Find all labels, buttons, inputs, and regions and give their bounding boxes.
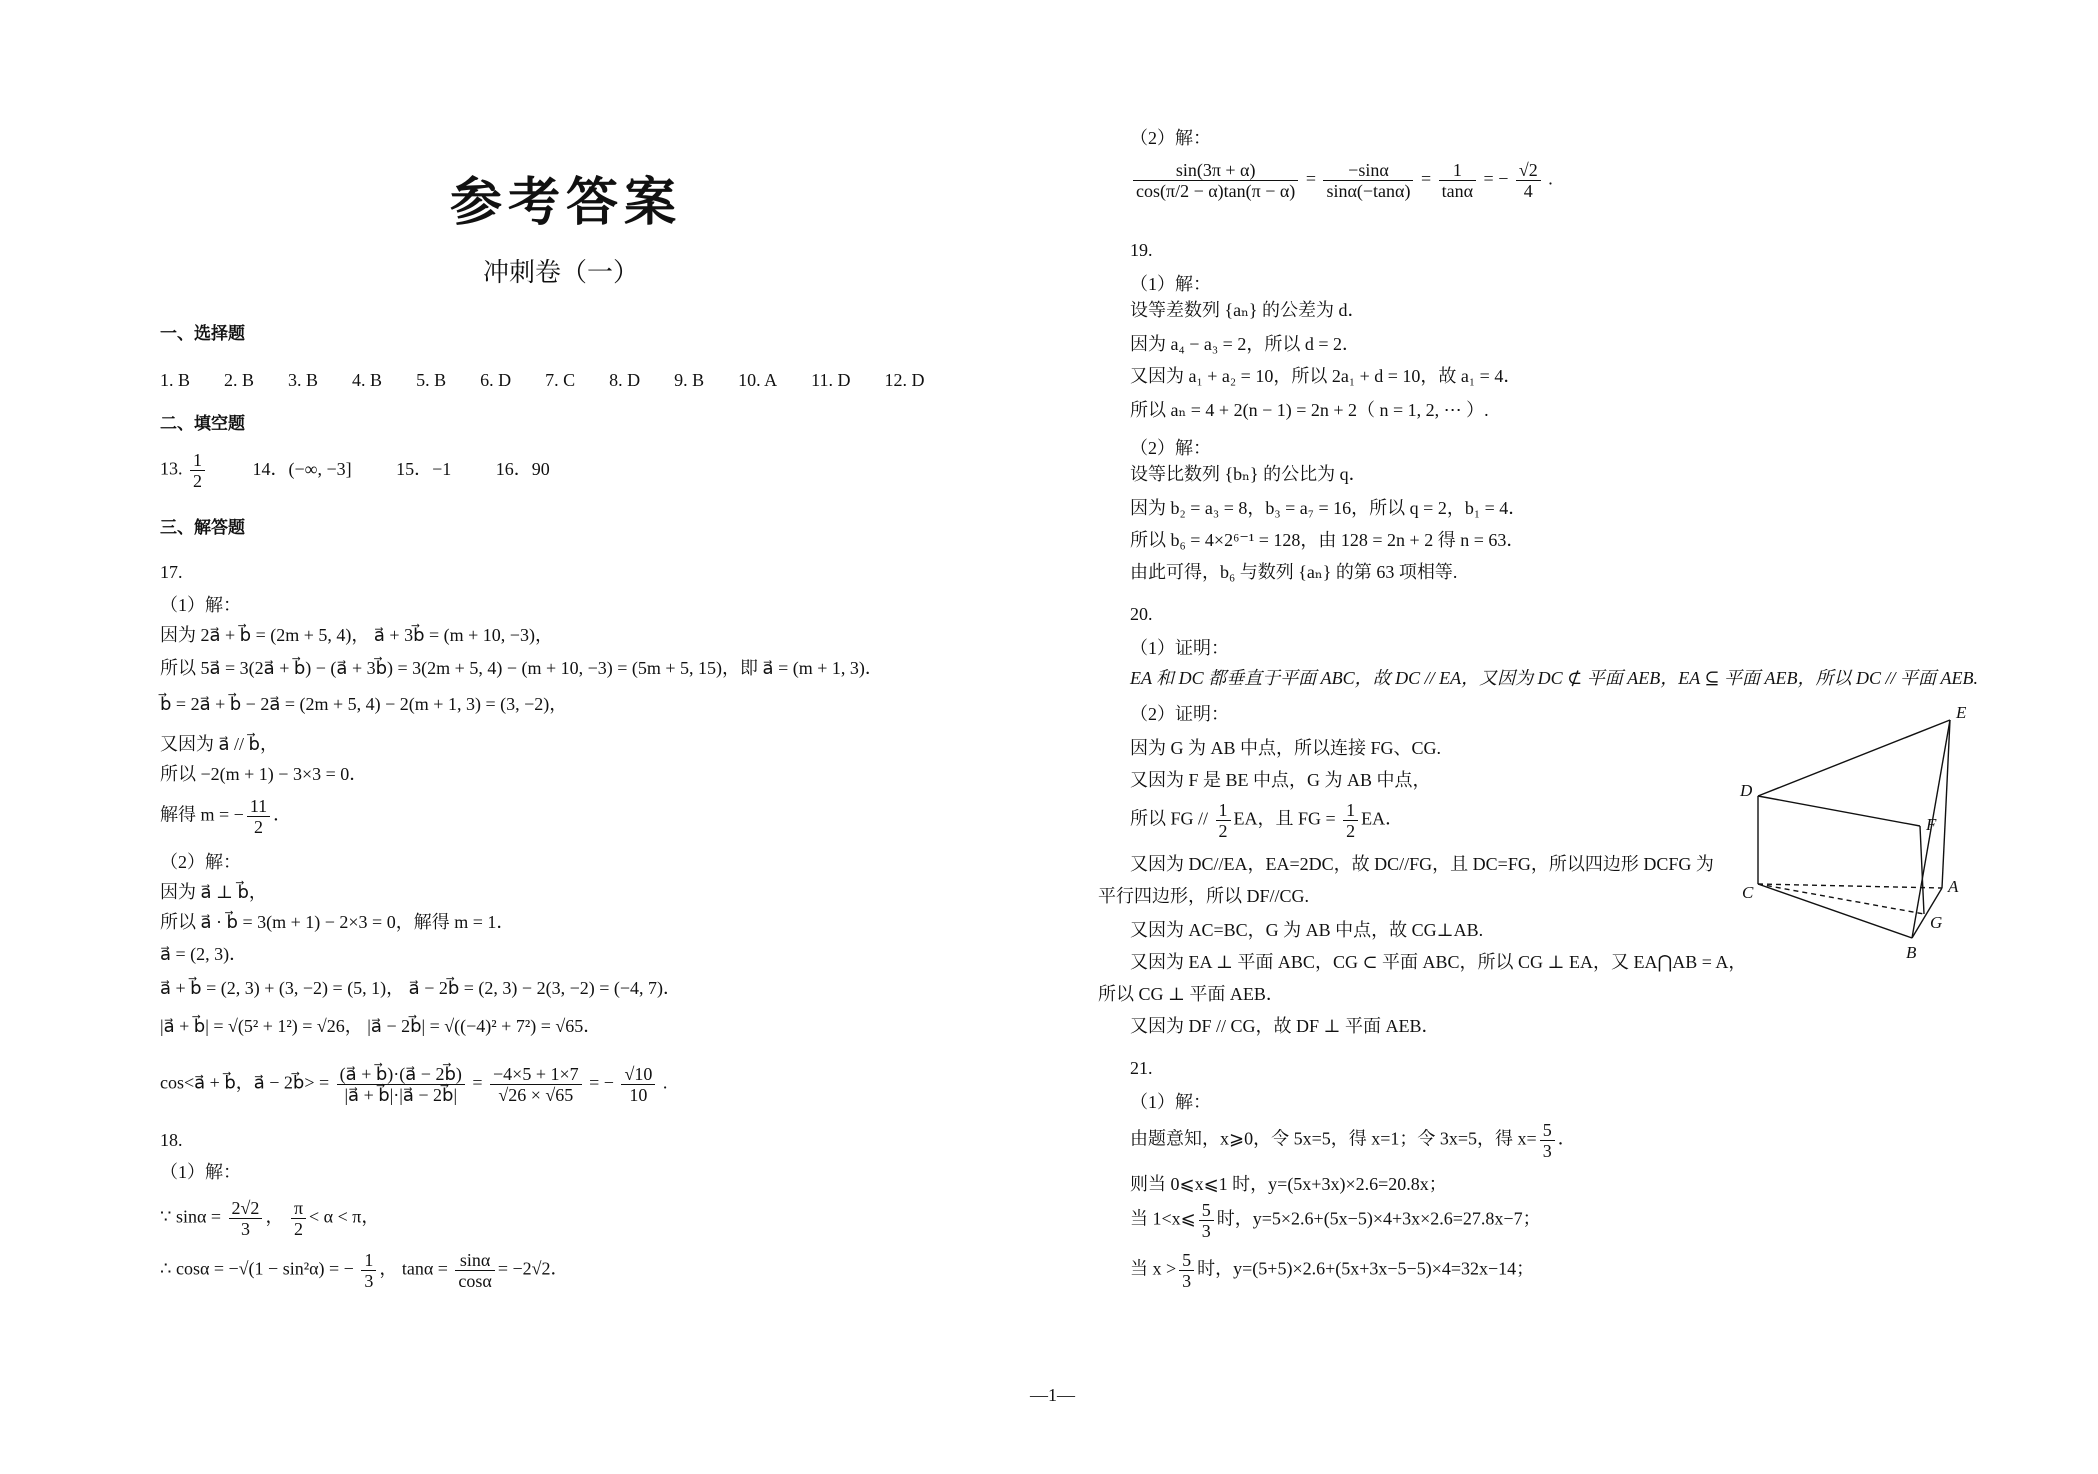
q20-part2: （2）证明： — [1130, 704, 1229, 724]
label-C: C — [1742, 883, 1754, 902]
q18-line2 — [160, 1250, 569, 1291]
q18-line1 — [160, 1198, 379, 1239]
q20-line4-frac2 — [1343, 800, 1358, 841]
q18-line2-a: ∴ cosα = −√(1 − sin²α) = − — [160, 1258, 354, 1279]
q21-line4-a: 当 x > — [1130, 1258, 1177, 1279]
q18-frac2-den: sinα(−tanα) — [1326, 181, 1411, 201]
q18-frac1 — [1133, 160, 1298, 201]
q17-line4: 又因为 a⃗ // b⃗， — [160, 734, 278, 754]
q18-frac1-den: cos(π/2 − α)tan(π − α) — [1136, 181, 1296, 201]
q21-line3-num: 5 — [1199, 1200, 1214, 1221]
prism-figure — [1730, 700, 1970, 970]
q17-line6-frac — [247, 796, 270, 837]
label-F: F — [1926, 815, 1937, 834]
q18-line1-num: 2√2 — [229, 1198, 263, 1219]
q21-line1-b: ． — [1557, 1128, 1576, 1149]
q20-line9: 所以 CG ⊥ 平面 AEB． — [1098, 984, 1284, 1004]
q18-frac2-num: −sinα — [1323, 160, 1413, 181]
q20-line4-a: 所以 FG // — [1130, 808, 1209, 829]
answer-13-num: 1 — [190, 450, 205, 471]
q18-line2-b: ， tanα = — [379, 1258, 448, 1279]
q21-line3-a: 当 1<x⩽ — [1130, 1208, 1196, 1229]
q18-frac4 — [1516, 160, 1541, 201]
q17-line1: 因为 2a⃗ + b⃗ = (2m + 5, 4)， a⃗ + 3b⃗ = (m + 10, −3)， — [160, 625, 553, 645]
answer-7: 7. C — [545, 370, 576, 390]
q18-line1-frac — [229, 1198, 263, 1239]
answer-11: 11. D — [811, 370, 851, 390]
q17-line6-a: 解得 m = − — [160, 804, 244, 825]
q18-line2-c: = −2√2． — [497, 1258, 569, 1279]
q21-line3-den: 3 — [1201, 1221, 1211, 1241]
equals-sign: = — [472, 1072, 483, 1093]
q17-line6-b: ． — [273, 804, 292, 825]
q17-line12-a: cos<a⃗ + b⃗，a⃗ − 2b⃗> = — [160, 1072, 330, 1093]
answer-15: 15．−1 — [396, 458, 452, 479]
q18-line2-num: 1 — [361, 1250, 376, 1271]
q17-line5: 所以 −2(m + 1) − 3×3 = 0． — [160, 764, 368, 784]
q20-line4-den2: 2 — [1346, 821, 1356, 841]
q19-line1: 设等差数列 {aₙ} 的公差为 d． — [1130, 300, 1366, 320]
q17-frac1-num: (a⃗ + b⃗)·(a⃗ − 2b⃗) — [337, 1064, 465, 1085]
q21-line4 — [1130, 1250, 1534, 1291]
choice-answers — [160, 368, 958, 392]
q18-frac4-den: 4 — [1523, 181, 1533, 201]
q18-line1-c: < α < π， — [309, 1206, 380, 1227]
q19-line8: 由此可得，b₆ 与数列 {aₙ} 的第 63 项相等. — [1130, 562, 1458, 582]
q19-line4: 所以 aₙ = 4 + 2(n − 1) = 2n + 2（ n = 1, 2, ⋯ ）. — [1130, 400, 1489, 420]
answer-5: 5. B — [416, 370, 447, 390]
q20-line4-c: EA． — [1361, 808, 1404, 829]
q17-line2: 所以 5a⃗ = 3(2a⃗ + b⃗) − (a⃗ + 3b⃗) = 3(2m + 5, 4) − (m + 10, −3) = (5m + 5, 15)，即 a⃗ = (m + 1, 3)． — [160, 658, 883, 678]
answer-1: 1. B — [160, 370, 191, 390]
q20-number: 20. — [1130, 604, 1153, 624]
q17-line6-den: 2 — [253, 817, 263, 837]
q18-line1-a: ∵ sinα = — [160, 1206, 222, 1227]
label-A: A — [1948, 877, 1959, 896]
period-2: . — [1548, 168, 1553, 189]
q18-line1-den: 3 — [240, 1219, 250, 1239]
q20-line3: 又因为 F 是 BE 中点，G 为 AB 中点， — [1130, 770, 1431, 790]
answer-10: 10. A — [738, 370, 778, 390]
equals-minus-2: = − — [1483, 168, 1509, 189]
page-subtitle: 冲刺卷（一） — [483, 258, 640, 288]
q17-frac2-num: −4×5 + 1×7 — [490, 1064, 582, 1085]
q18-line1-den2: 2 — [293, 1219, 303, 1239]
answer-3: 3. B — [288, 370, 319, 390]
q20-line8: 又因为 EA ⊥ 平面 ABC，CG ⊂ 平面 ABC，所以 CG ⊥ EA，又 EA⋂AB = A， — [1130, 952, 1747, 972]
q17-line7: 因为 a⃗ ⊥ b⃗， — [160, 882, 267, 902]
q18-line2-den: 3 — [364, 1271, 374, 1291]
q20-line1: EA 和 DC 都垂直于平面 ABC，故 DC // EA，又因为 DC ⊄ 平面 AEB，EA ⊆ 平面 AEB，所以 DC // 平面 AEB. — [1130, 668, 1978, 688]
q17-line11: |a⃗ + b⃗| = √(5² + 1²) = √26， |a⃗ − 2b⃗| = √((−4)² + 7²) = √65． — [160, 1016, 602, 1036]
q18-line1-b: ， — [265, 1206, 284, 1227]
q20-line4-den: 2 — [1218, 821, 1228, 841]
q20-line10: 又因为 DF // CG，故 DF ⊥ 平面 AEB． — [1130, 1016, 1440, 1036]
q18-line1-frac2 — [291, 1198, 306, 1239]
q17-line12 — [160, 1064, 667, 1105]
page-title: 参考答案 — [450, 173, 683, 233]
q20-line4-num: 1 — [1216, 800, 1231, 821]
q18-frac1-num: sin(3π + α) — [1133, 160, 1298, 181]
answer-14: 14．(−∞, −3] — [252, 458, 352, 479]
q18-line2-frac — [361, 1250, 376, 1291]
q17-frac1 — [337, 1064, 465, 1105]
edge-CA — [1758, 884, 1942, 888]
q20-line7: 又因为 AC=BC，G 为 AB 中点，故 CG⊥AB. — [1130, 920, 1484, 940]
answer-16: 16．90 — [495, 458, 550, 479]
answer-9: 9. B — [674, 370, 705, 390]
q18-line2-num2: sinα — [455, 1250, 494, 1271]
label-G: G — [1930, 913, 1943, 932]
q20-line4-b: EA，且 FG = — [1233, 808, 1336, 829]
q19-part2: （2）解： — [1130, 438, 1211, 458]
q21-line1-num: 5 — [1540, 1120, 1555, 1141]
q21-line2: 则当 0⩽x⩽1 时，y=(5x+3x)×2.6=20.8x； — [1130, 1174, 1447, 1194]
page-number: —1— — [1030, 1385, 1075, 1405]
q21-line4-num: 5 — [1179, 1250, 1194, 1271]
answer-2: 2. B — [224, 370, 255, 390]
q19-line7: 所以 b₆ = 4×2⁶⁻¹ = 128，由 128 = 2n + 2 得 n = 63． — [1130, 530, 1525, 550]
edge-CG — [1758, 884, 1924, 914]
q19-line5: 设等比数列 {bₙ} 的公比为 q． — [1130, 464, 1367, 484]
q18-frac3-den: tanα — [1441, 181, 1474, 201]
q17-frac3-num: √10 — [621, 1064, 655, 1085]
q18-number: 18. — [160, 1130, 183, 1150]
q19-number: 19. — [1130, 240, 1153, 260]
q21-line4-b: 时，y=(5+5)×2.6+(5x+3x−5−5)×4=32x−14； — [1197, 1258, 1535, 1279]
edge-CB — [1758, 884, 1912, 938]
answer-4: 4. B — [352, 370, 383, 390]
answer-13-den: 2 — [193, 471, 202, 491]
q18-frac3 — [1439, 160, 1476, 201]
answer-6: 6. D — [480, 370, 512, 390]
q17-number: 17. — [160, 562, 183, 582]
q21-line4-frac — [1179, 1250, 1194, 1291]
q20-line4 — [1130, 800, 1403, 841]
q17-line9: a⃗ = (2, 3)． — [160, 944, 248, 964]
q18-line1-num2: π — [291, 1198, 306, 1219]
q18-frac2 — [1323, 160, 1413, 201]
q21-line1-den: 3 — [1542, 1141, 1552, 1161]
q17-line6-num: 11 — [247, 796, 270, 817]
q18-part1: （1）解： — [160, 1162, 241, 1182]
q17-frac3 — [621, 1064, 655, 1105]
section-fill: 二、填空题 — [160, 414, 245, 434]
q19-line2: 因为 a₄ − a₃ = 2，所以 d = 2． — [1130, 334, 1360, 354]
q20-part1: （1）证明： — [1130, 638, 1229, 658]
q19-part1: （1）解： — [1130, 274, 1211, 294]
section-choice: 一、选择题 — [160, 324, 245, 344]
q17-frac2 — [490, 1064, 582, 1105]
q17-line8: 所以 a⃗ · b⃗ = 3(m + 1) − 2×3 = 0，解得 m = 1． — [160, 912, 515, 932]
answer-13-label: 13. — [160, 458, 183, 479]
edge-DF — [1758, 796, 1920, 826]
q17-line3: b⃗ = 2a⃗ + b⃗ − 2a⃗ = (2m + 5, 4) − 2(m + 1, 3) = (3, −2)， — [160, 694, 568, 714]
q21-line1 — [1130, 1120, 1576, 1161]
period: . — [662, 1072, 668, 1093]
q17-line6 — [160, 796, 291, 837]
label-B: B — [1906, 943, 1917, 962]
q18-frac3-num: 1 — [1439, 160, 1476, 181]
q21-number: 21. — [1130, 1058, 1153, 1078]
q20-line4-num2: 1 — [1343, 800, 1358, 821]
q17-line10: a⃗ + b⃗ = (2, 3) + (3, −2) = (5, 1)， a⃗ − 2b⃗ = (2, 3) − 2(3, −2) = (−4, 7)． — [160, 978, 682, 998]
q21-line3-frac — [1199, 1200, 1214, 1241]
equals-minus: = − — [589, 1072, 614, 1093]
q18-line3 — [1130, 160, 1553, 201]
answer-13-fraction — [190, 450, 205, 491]
equals-sign-3: = — [1420, 168, 1432, 189]
q17-frac1-den: |a⃗ + b⃗|·|a⃗ − 2b⃗| — [344, 1085, 458, 1105]
q20-line2: 因为 G 为 AB 中点，所以连接 FG、CG. — [1130, 738, 1442, 758]
q17-frac2-den: √26 × √65 — [498, 1085, 574, 1105]
q18-frac4-num: √2 — [1516, 160, 1541, 181]
q18-part2: （2）解： — [1130, 128, 1211, 148]
answer-12: 12. D — [884, 370, 925, 390]
q21-line3 — [1130, 1200, 1541, 1241]
q17-part2: （2）解： — [160, 852, 241, 872]
fill-answers — [160, 450, 550, 491]
q21-line3-b: 时，y=5×2.6+(5x−5)×4+3x×2.6=27.8x−7； — [1216, 1208, 1541, 1229]
q20-line6: 平行四边形，所以 DF//CG. — [1098, 886, 1310, 906]
q20-line4-frac — [1216, 800, 1231, 841]
q18-line2-frac2 — [455, 1250, 494, 1291]
q21-part1: （1）解： — [1130, 1092, 1211, 1112]
label-E: E — [1956, 703, 1967, 722]
edge-DE — [1758, 720, 1950, 796]
answer-8: 8. D — [609, 370, 641, 390]
q18-line2-den2: cosα — [458, 1271, 492, 1291]
q19-line6: 因为 b₂ = a₃ = 8，b₃ = a₇ = 16，所以 q = 2，b₁ = 4． — [1130, 498, 1527, 518]
label-D: D — [1740, 781, 1753, 800]
q17-frac3-den: 10 — [629, 1085, 648, 1105]
equals-sign-2: = — [1305, 168, 1316, 189]
q21-line1-frac — [1540, 1120, 1555, 1161]
q21-line4-den: 3 — [1182, 1271, 1192, 1291]
q21-line1-a: 由题意知，x⩾0，令 5x=5，得 x=1；令 3x=5，得 x= — [1130, 1128, 1537, 1149]
q19-line3: 又因为 a₁ + a₂ = 10，所以 2a₁ + d = 10，故 a₁ = 4． — [1130, 366, 1522, 386]
section-solve: 三、解答题 — [160, 518, 245, 538]
q20-line5: 又因为 DC//EA，EA=2DC，故 DC//FG，且 DC=FG，所以四边形 DCFG 为 — [1130, 854, 1714, 874]
q17-part1: （1）解： — [160, 595, 241, 615]
